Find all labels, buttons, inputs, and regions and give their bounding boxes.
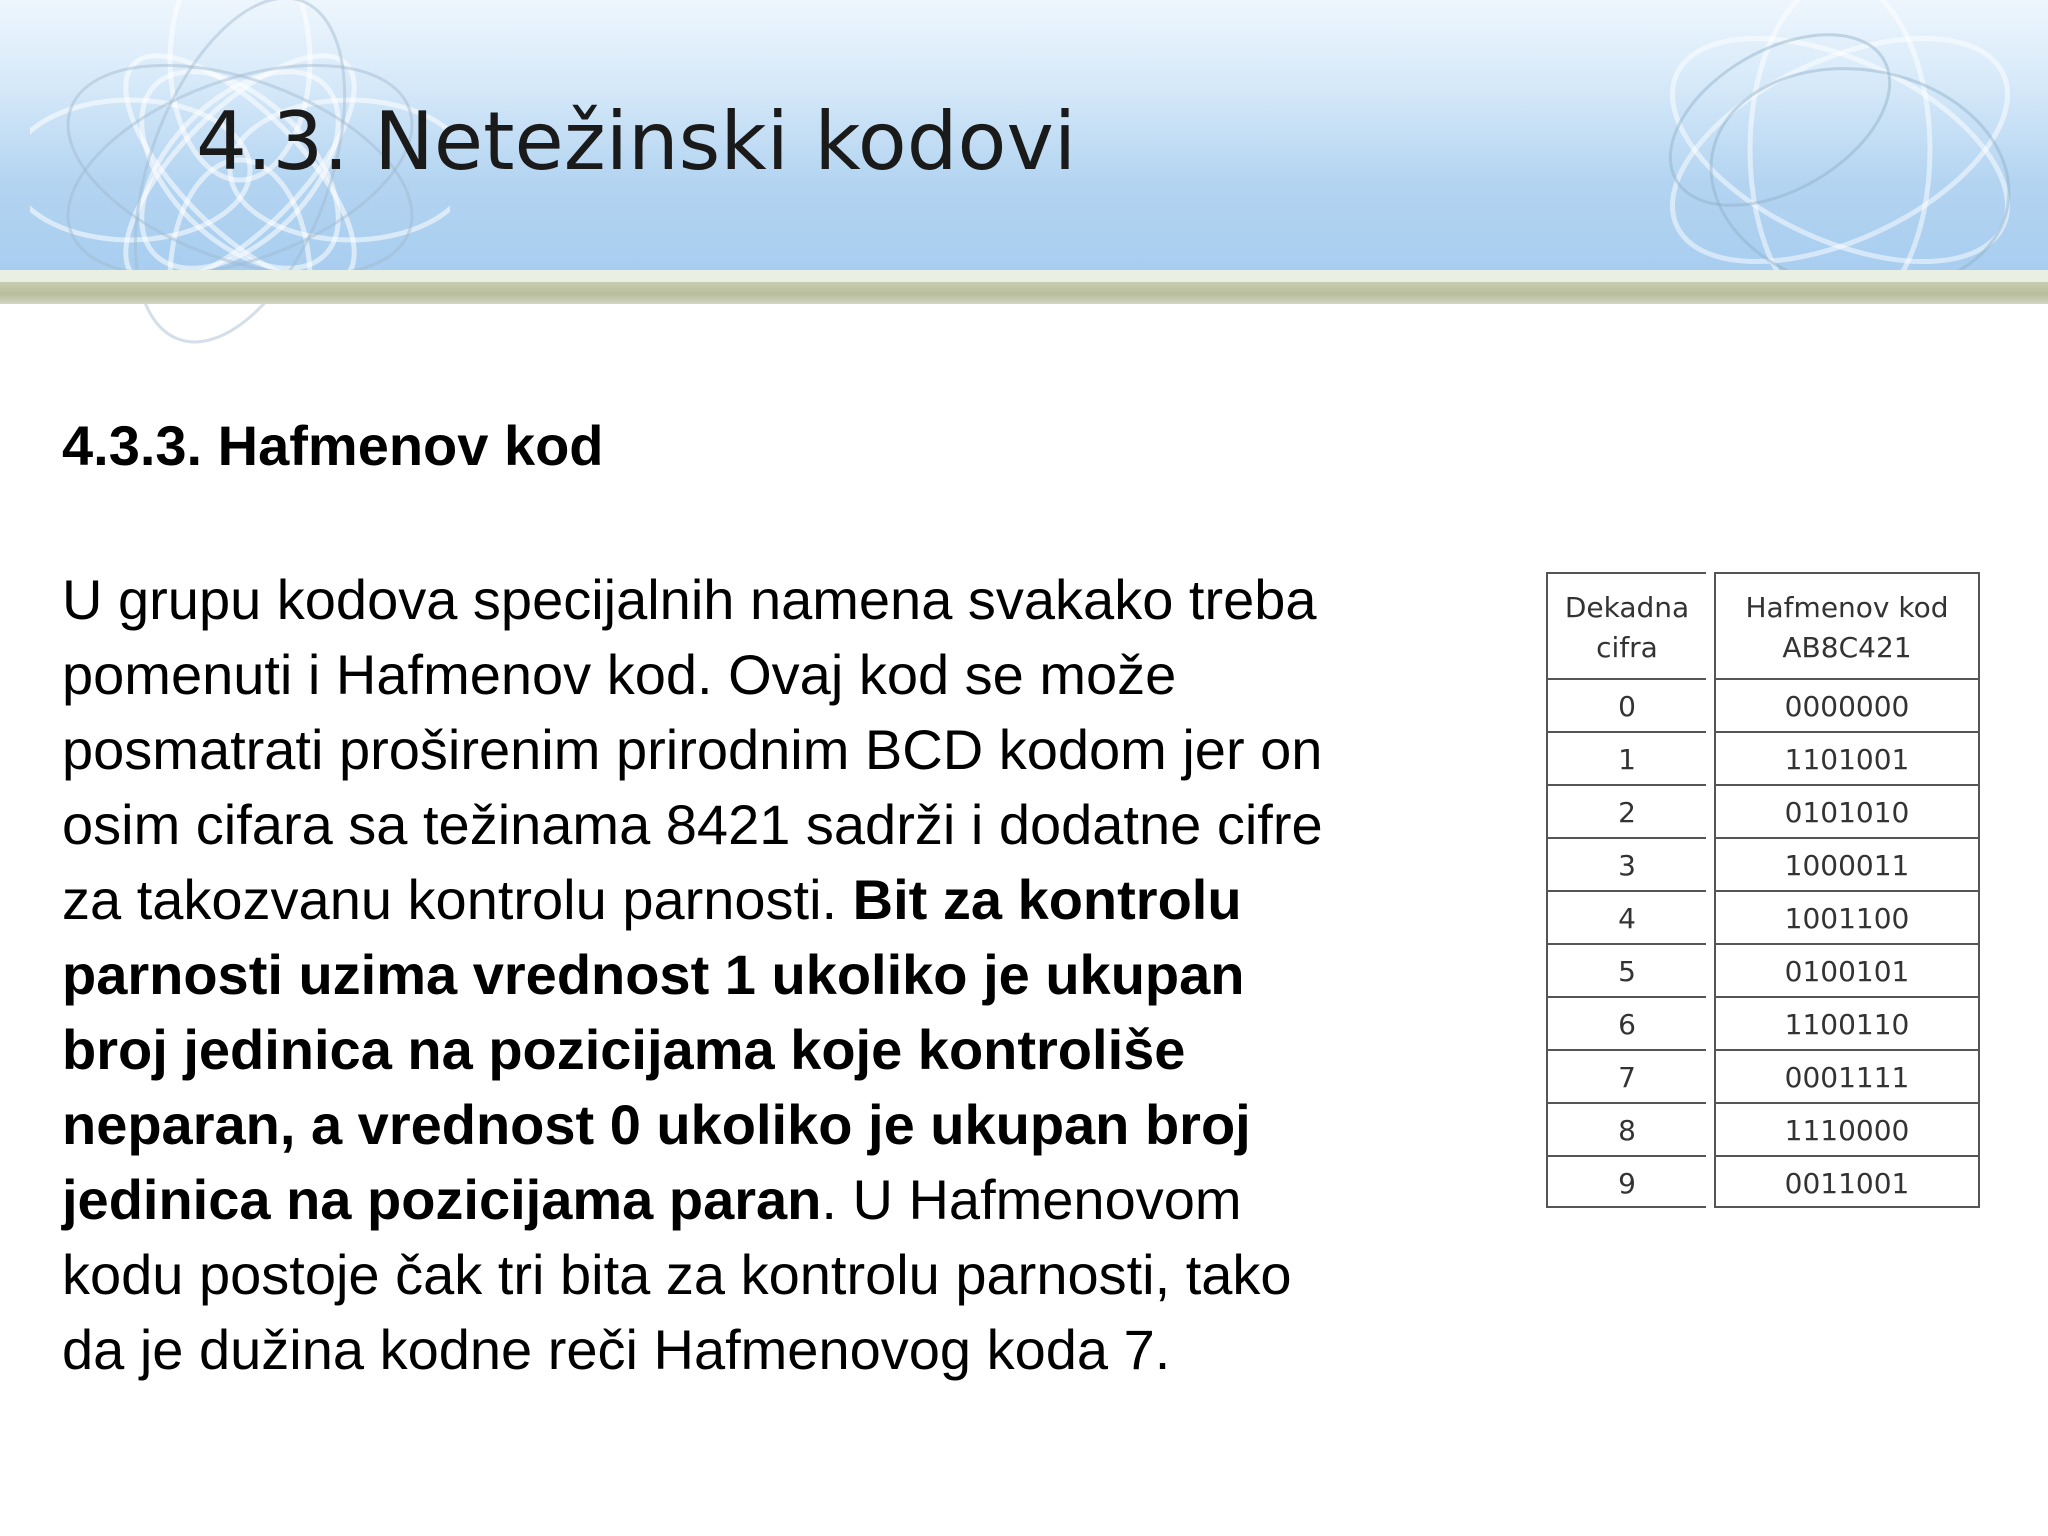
header-text: AB8C421 [1782, 631, 1912, 664]
section-heading: 4.3.3. Hafmenov kod [62, 414, 604, 477]
body-text-normal: . U Hafmenovom [821, 1168, 1242, 1231]
table-row [1546, 1155, 1980, 1208]
digit-cell: 4 [1546, 890, 1706, 943]
body-line: da je dužina kodne reči Hafmenovog koda 7. [62, 1318, 1171, 1381]
digit-cell: 8 [1546, 1102, 1706, 1155]
digit-cell: 7 [1546, 1049, 1706, 1102]
code-cell: 0000000 [1714, 678, 1980, 731]
body-line: posmatrati proširenim prirodnim BCD kodom jer on [62, 718, 1323, 781]
digit-cell: 2 [1546, 784, 1706, 837]
header-text: Hafmenov kod [1745, 591, 1949, 624]
table-row [1546, 837, 1980, 890]
body-text-normal: za takozvanu kontrolu parnosti. [62, 868, 853, 931]
code-cell: 1001100 [1714, 890, 1980, 943]
body-text-bold: Bit za kontrolu [852, 868, 1242, 931]
header-cell-code [1714, 572, 1980, 678]
header-cell-digit [1546, 572, 1706, 678]
digit-cell: 0 [1546, 678, 1706, 731]
digit-cell: 9 [1546, 1155, 1706, 1208]
code-cell: 1110000 [1714, 1102, 1980, 1155]
table-row [1546, 943, 1980, 996]
hamming-code-table [1546, 572, 1980, 1208]
body-line: kodu postoje čak tri bita za kontrolu parnosti, tako [62, 1243, 1292, 1306]
table-row [1546, 1102, 1980, 1155]
digit-cell: 5 [1546, 943, 1706, 996]
digit-cell: 3 [1546, 837, 1706, 890]
body-line [62, 1012, 1502, 1087]
code-cell: 0001111 [1714, 1049, 1980, 1102]
table-row [1546, 1049, 1980, 1102]
code-cell: 1100110 [1714, 996, 1980, 1049]
digit-cell: 6 [1546, 996, 1706, 1049]
decorative-flower-right [1520, 0, 2040, 300]
code-cell: 1000011 [1714, 837, 1980, 890]
body-line [62, 937, 1502, 1012]
header-stripe [0, 282, 2048, 304]
slide-title: 4.3. Netežinski kodovi [196, 95, 1077, 188]
body-line [62, 1162, 1502, 1237]
header-text: Dekadna [1564, 591, 1690, 624]
code-cell: 0011001 [1714, 1155, 1980, 1208]
code-cell: 0100101 [1714, 943, 1980, 996]
body-text-bold: broj jedinica na pozicijama koje kontroliše [62, 1018, 1186, 1081]
body-line: U grupu kodova specijalnih namena svakako treba [62, 568, 1317, 631]
body-text-bold: parnosti uzima vrednost 1 ukoliko je ukupan [62, 943, 1245, 1006]
body-line: osim cifara sa težinama 8421 sadrži i dodatne cifre [62, 793, 1323, 856]
digit-cell: 1 [1546, 731, 1706, 784]
table-row [1546, 996, 1980, 1049]
body-paragraph [62, 562, 1502, 1387]
table-row [1546, 678, 1980, 731]
body-text-bold: jedinica na pozicijama paran [62, 1168, 822, 1231]
code-cell: 1101001 [1714, 731, 1980, 784]
body-line [62, 862, 1502, 937]
table-header [1546, 572, 1980, 678]
header-text: cifra [1596, 631, 1658, 664]
table-row [1546, 784, 1980, 837]
body-text-bold: neparan, a vrednost 0 ukoliko je ukupan broj [62, 1093, 1251, 1156]
code-cell: 0101010 [1714, 784, 1980, 837]
body-line: pomenuti i Hafmenov kod. Ovaj kod se može [62, 643, 1177, 706]
body-line [62, 1087, 1502, 1162]
table-row [1546, 731, 1980, 784]
table-row [1546, 890, 1980, 943]
header-stripe-light [0, 270, 2048, 282]
